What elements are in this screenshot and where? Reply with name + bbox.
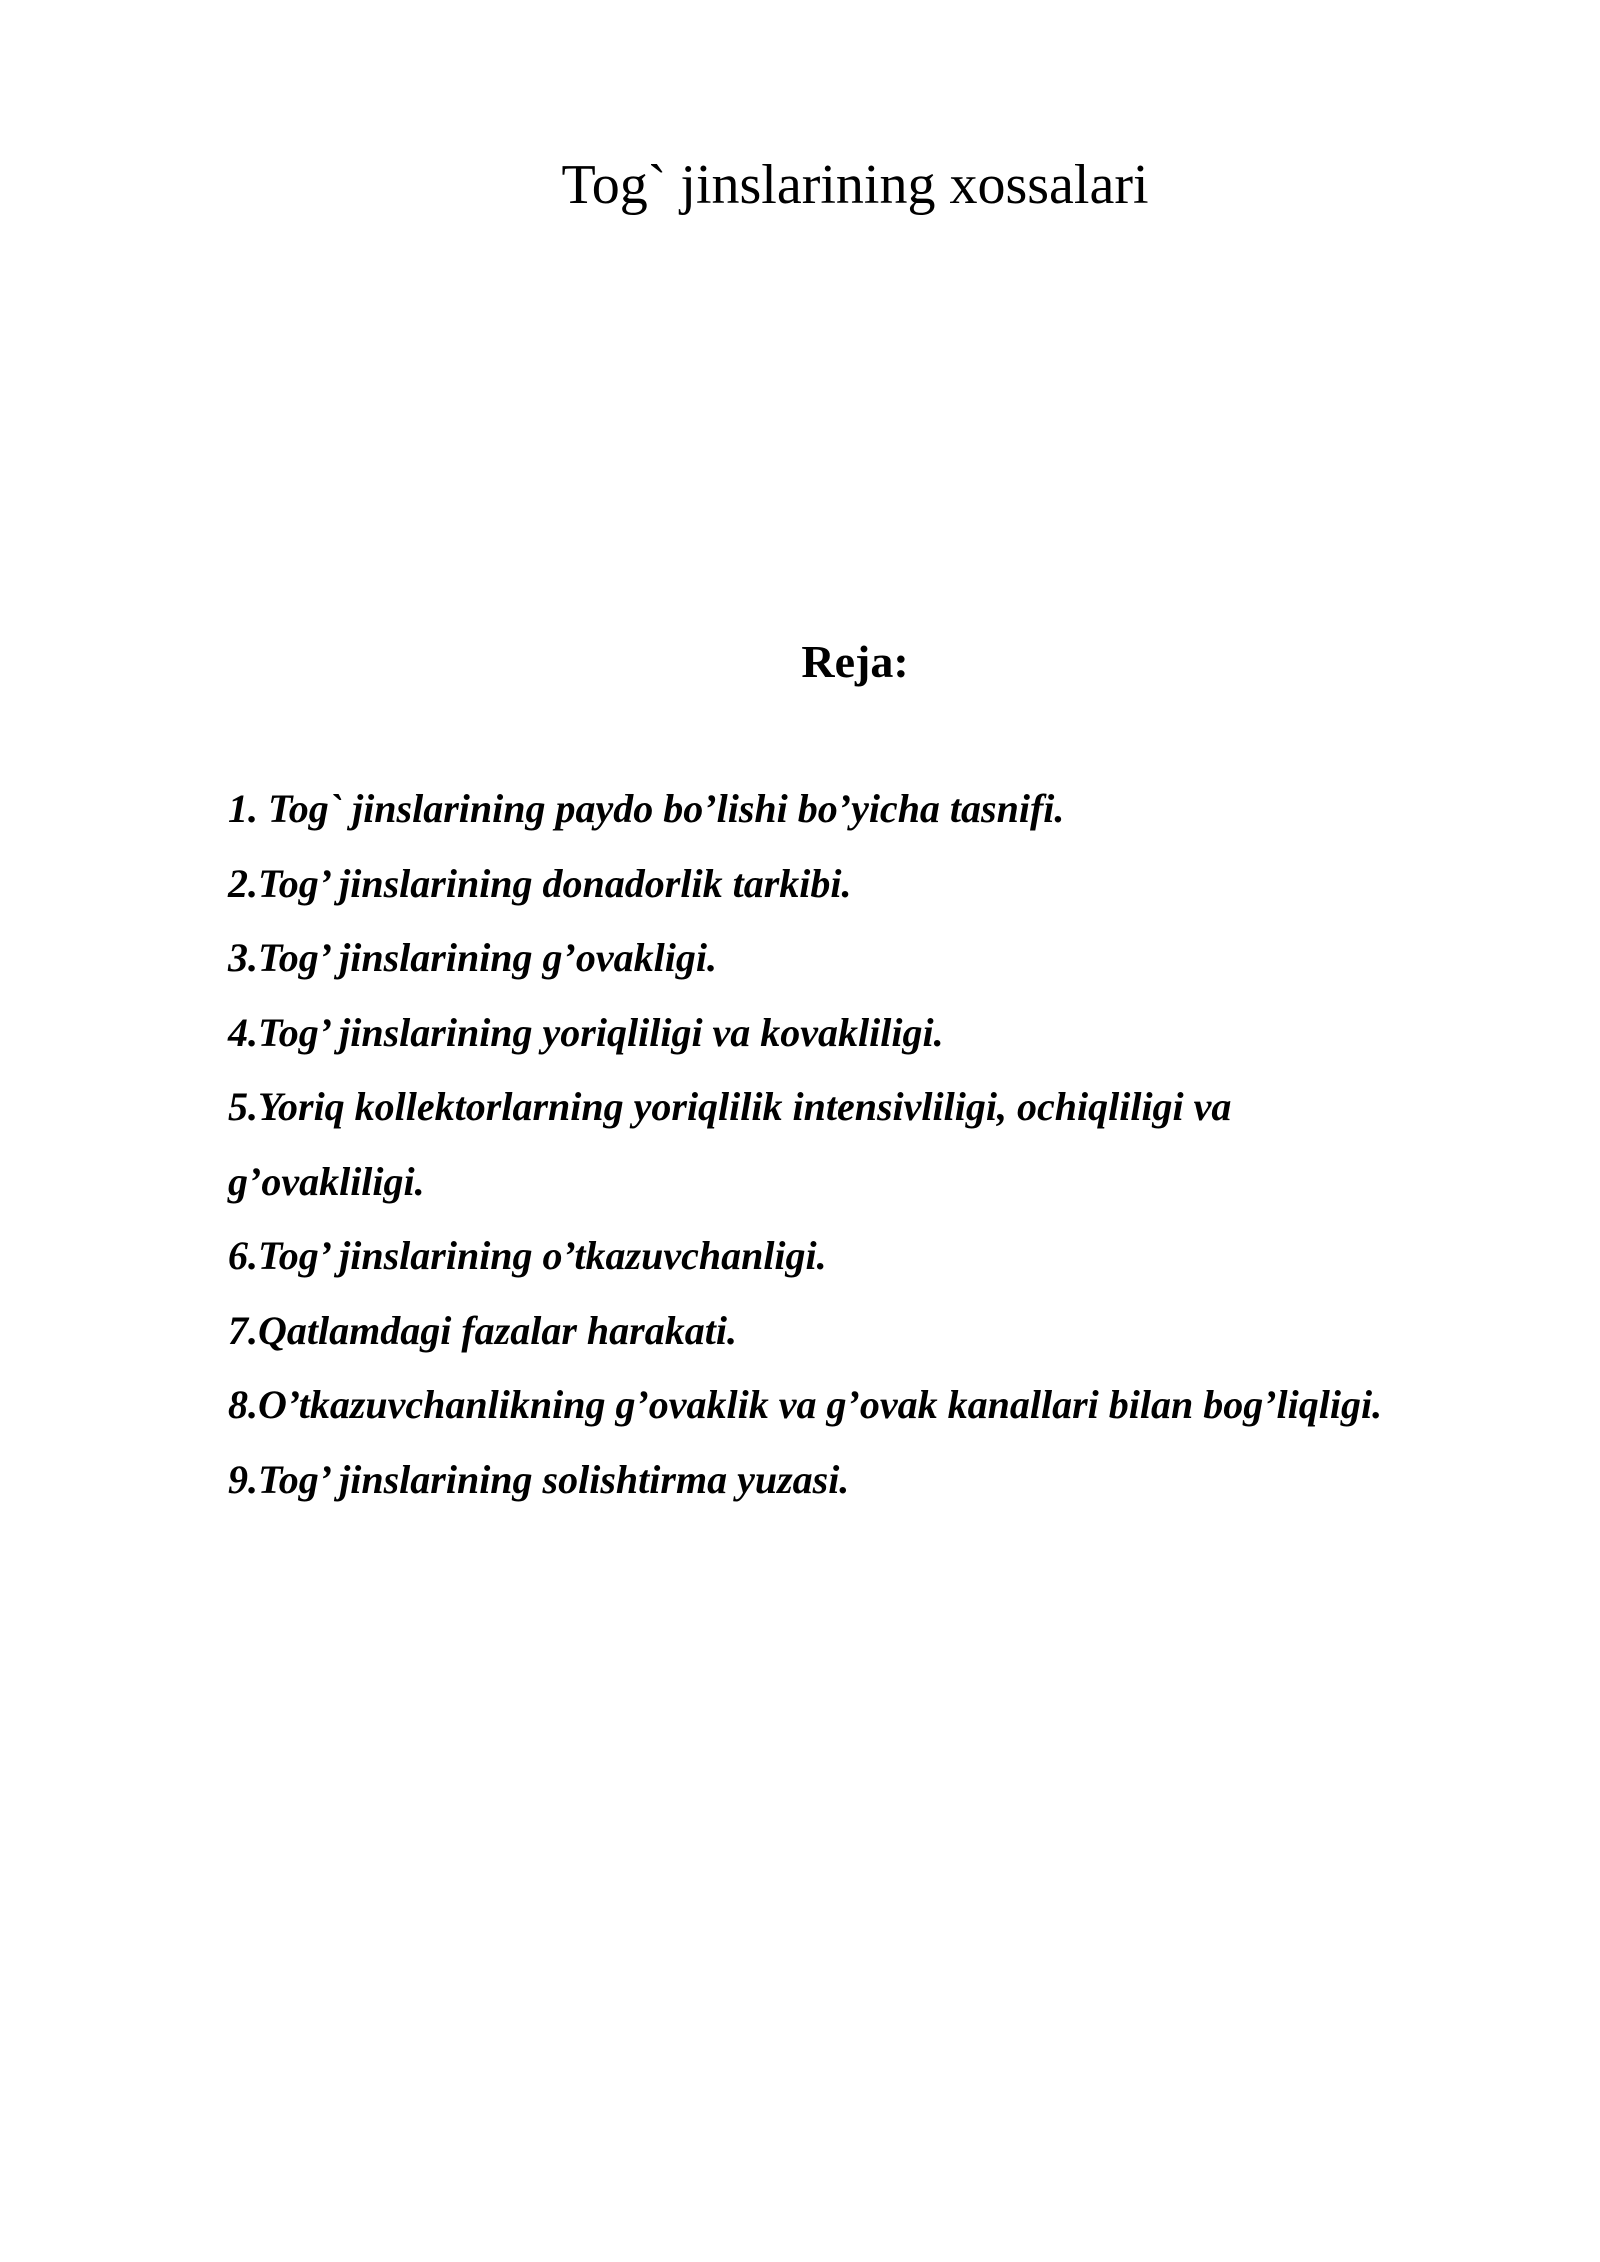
plan-item: 6.Tog’ jinslarining o’tkazuvchanligi. xyxy=(228,1233,827,1278)
plan-item: 7.Qatlamdagi fazalar harakati. xyxy=(228,1307,737,1353)
plan-item: 2.Tog’ jinslarining donadorlik tarkibi. xyxy=(228,860,852,906)
plan-item: 5.Yoriq kollektorlarning yoriqlilik intensivliligi, ochiqliligi va g’ovakliligi. xyxy=(228,1084,1232,1204)
plan-list xyxy=(228,772,1528,1517)
plan-item: 4.Tog’ jinslarining yoriqliligi va kovakliligi. xyxy=(228,1009,944,1055)
plan-item: 3.Tog’ jinslarining g’ovakligi. xyxy=(228,935,717,980)
plan-heading: Reja: xyxy=(801,636,909,687)
plan-item: 1. Tog` jinslarining paydo bo’lishi bo’yicha tasnifi. xyxy=(228,786,1065,831)
document-title: Tog` jinslarining xossalari xyxy=(561,154,1149,216)
plan-item: 9.Tog’ jinslarining solishtirma yuzasi. xyxy=(228,1456,850,1502)
plan-item: 8.O’tkazuvchanlikning g’ovaklik va g’ovak kanallari bilan bog’liqligi. xyxy=(228,1382,1383,1427)
